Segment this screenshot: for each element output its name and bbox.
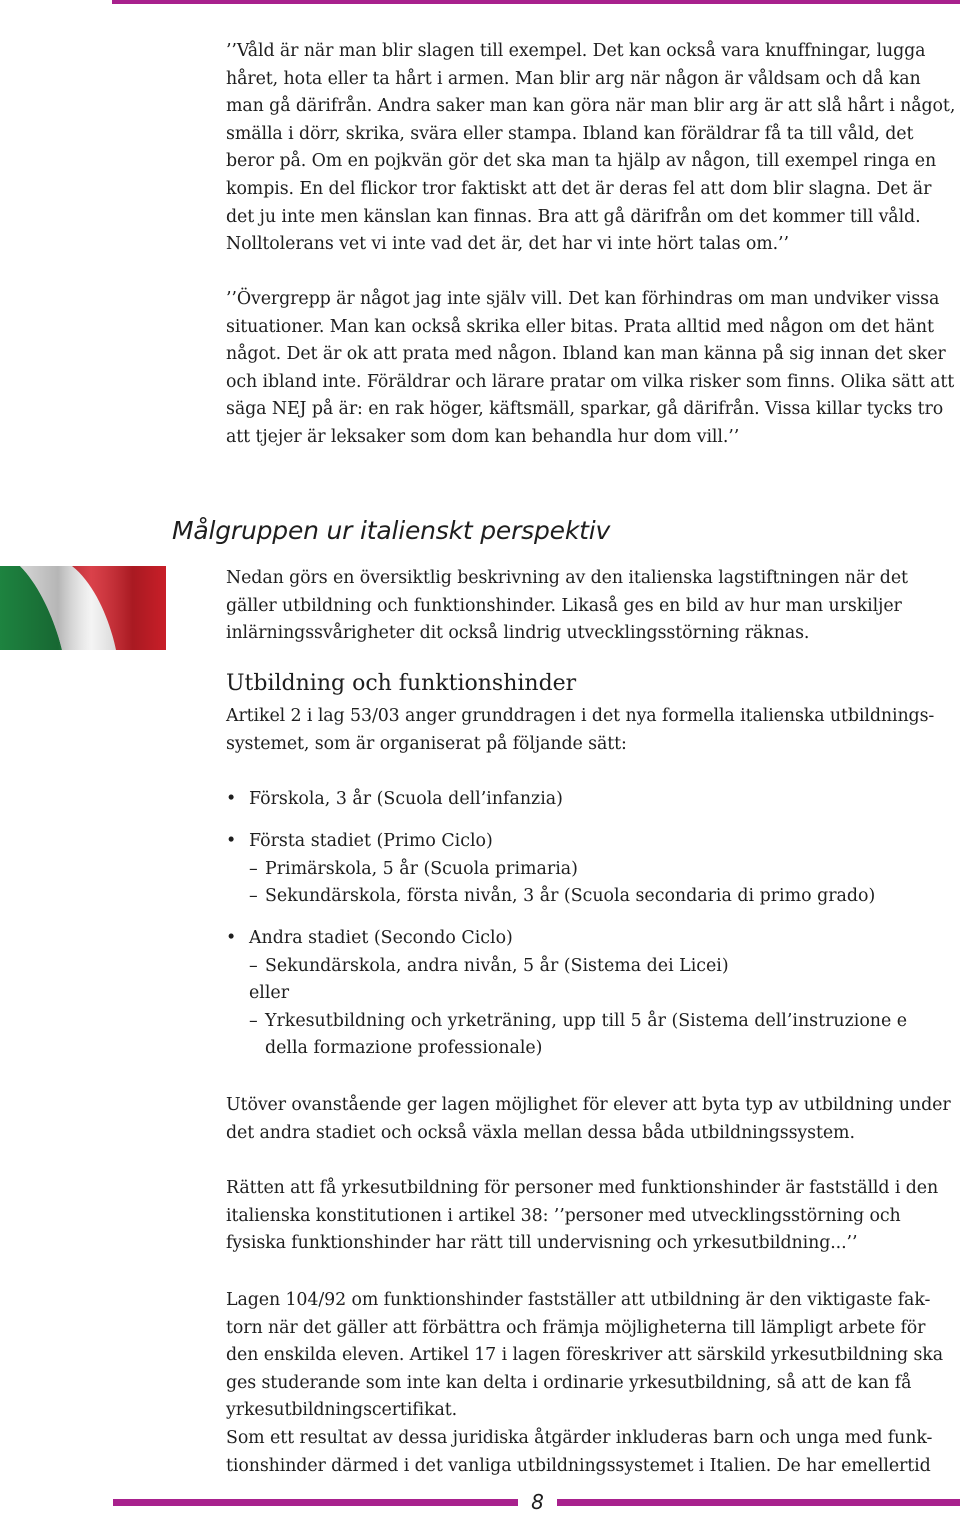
intro-paragraph — [226, 565, 956, 648]
list-item — [226, 828, 956, 911]
sub-item-or: eller — [249, 983, 290, 1004]
quote-abuse — [226, 286, 956, 452]
sub-item-primary: – Primärskola, 5 år (Scuola primaria) — [226, 856, 956, 884]
footer-bar-right — [557, 1499, 960, 1506]
quote-violence — [226, 38, 956, 259]
quote-violence-text: ’’Våld är när man blir slagen till exempel. Det kan också vara knuffningar, lugga håret, hota eller ta hårt i armen. Man blir arg när någon är våldsam och då kan man gå därifrån. Andra saker man kan göra när man blir arg är att slå hårt i något, smälla i dörr, skrika, svära eller stampa. Ibland kan föräldrar få ta till våld, det beror på. Om en pojkvän gör det ska man ta hjälp av någon, till exempel ringa en kompis. En del flickor tror faktiskt att det är deras fel att dom blir slagna. Det är det ju inte men känslan kan finnas. Bra att gå därifrån om det kommer till våld. Nolltolerans vet vi inte vad det är, det har vi inte hört talas om.’’ — [226, 41, 956, 255]
footer-bar-left — [113, 1499, 518, 1506]
sub-item-secondary-second: – Sekundärskola, andra nivån, 5 år (Sistema dei Licei) — [226, 953, 956, 981]
list-item-second-stage: • Andra stadiet (Secondo Ciclo) — [226, 925, 956, 953]
page-number: 8 — [531, 1490, 544, 1514]
paragraph-resultat-text: Som ett resultat av dessa juridiska åtgärder inkluderas barn och unga med funk-tionshinder därmed i det vanliga utbildningssystemet i Italien. De har emellertid — [226, 1427, 933, 1476]
list-item-preschool: • Förskola, 3 år (Scuola dell’infanzia) — [226, 786, 956, 814]
article-intro — [226, 703, 956, 758]
article-intro-text: Artikel 2 i lag 53/03 anger grunddragen i det nya formella italienska utbildnings-systemet, som är organiserat på följande sätt: — [226, 706, 935, 754]
sub-item-vocational-cont: della formazione professionale) — [265, 1038, 543, 1059]
italian-flag-icon — [0, 566, 166, 650]
sub-item-vocational: – Yrkesutbildning och yrketräning, upp till 5 år (Sistema dell’instruzione e — [226, 1008, 956, 1036]
list-item-first-stage: • Första stadiet (Primo Ciclo) — [226, 828, 956, 856]
sub-item-secondary-first: – Sekundärskola, första nivån, 3 år (Scuola secondaria di primo grado) — [226, 883, 956, 911]
paragraph-lagen — [226, 1287, 956, 1480]
paragraph-lagen-text: Lagen 104/92 om funktionshinder fastställer att utbildning är den viktigaste fak-torn när det gäller att förbättra och främja möjligheterna till lämpligt arbete för den enskilda eleven. Artikel 17 i lagen föreskriver att särskild yrkesutbildning ska ges studerande som inte kan delta i ordinarie yrkesutbildning, så att de kan få yrkesutbildningscertifikat. — [226, 1290, 944, 1421]
list-item — [226, 925, 956, 1063]
intro-text: Nedan görs en översiktlig beskrivning av den italienska lagstiftningen när det gäller utbildning och funktionshinder. Likaså ges en bild av hur man urskiljer inlärningssvårigheter dit också lindrig utvecklingsstörning räknas. — [226, 568, 908, 644]
paragraph-ratten-text: Rätten att få yrkesutbildning för personer med funktionshinder är fastställd i den italienska konstitutionen i artikel 38: ’’personer med utvecklingsstörning och fysiska funktionshinder har rätt till undervisning och yrkesutbildning...’’ — [226, 1178, 939, 1254]
paragraph-utover-text: Utöver ovanstående ger lagen möjlighet för elever att byta typ av utbildning under det andra stadiet och också växla mellan dessa båda utbildningssystem. — [226, 1095, 951, 1143]
subheading-education: Utbildning och funktionshinder — [226, 671, 577, 696]
section-heading: Målgruppen ur italienskt perspektiv — [172, 516, 611, 545]
list-item — [226, 786, 956, 814]
quote-abuse-text: ’’Övergrepp är något jag inte själv vill. Det kan förhindras om man undviker vissa situationer. Man kan också skrika eller bitas. Prata alltid med någon om det hänt något. Det är ok att prata med någon. Ibland kan man känna på sig innan det sker och ibland inte. Föräldrar och lärare pratar om vilka risker som finns. Olika sätt att säga NEJ på är: en rak höger, käftsmäll, sparkar, gå därifrån. Vissa killar tycks tro att tjejer är leksaker som dom kan behandla hur dom vill.’’ — [226, 289, 955, 447]
paragraph-ratten — [226, 1175, 956, 1258]
top-rule — [112, 0, 960, 4]
paragraph-utover — [226, 1092, 956, 1147]
